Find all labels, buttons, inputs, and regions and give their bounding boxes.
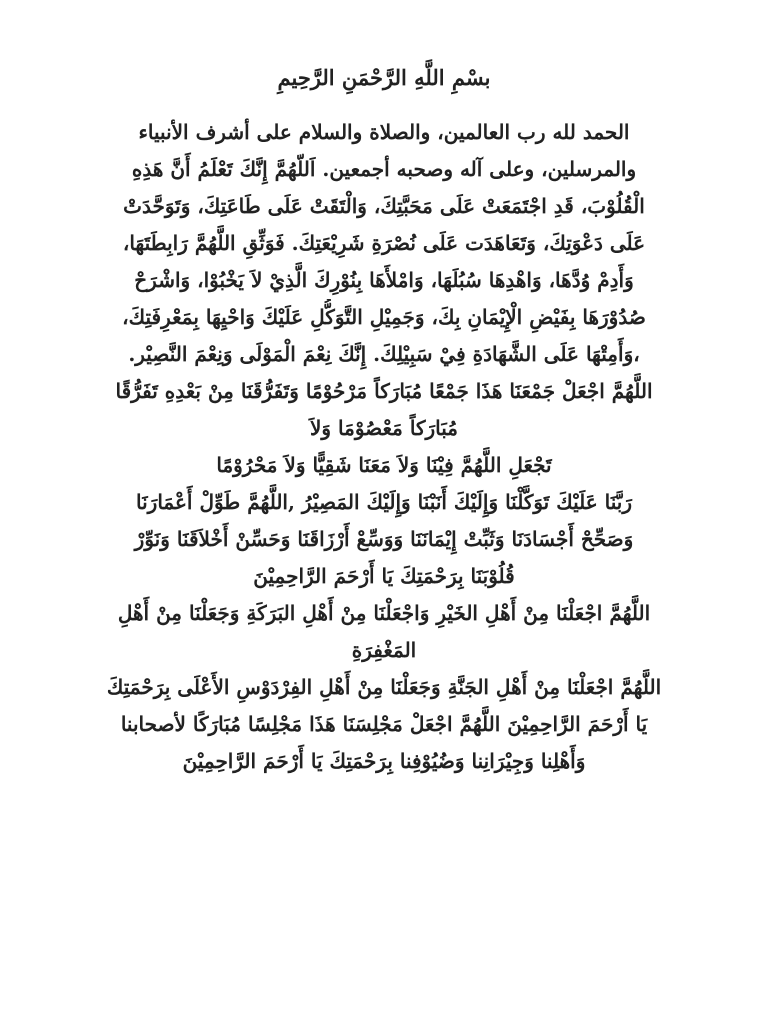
text-line-8: اللَّهُمَّ اجْعَلْ جَمْعَنَا هَذَا جَمْعًا مُبَارَكاً مَرْحُوْمًا وَتَفَرُّقَنَا مِنْ بَعْدِهِ تَفَرُّقًا	[115, 379, 653, 403]
text-line-13: قُلُوْبَنَا بِرَحْمَتِكَ يَا أَرْحَمَ الرَّاحِمِيْنَ	[253, 564, 515, 588]
text-line-9: مُبَارَكاً مَعْصُوْمَا وَلاَ	[310, 416, 458, 440]
text-line-1: الحمد لله رب العالمين، والصلاة والسلام على أشرف الأنبياء	[138, 120, 630, 144]
text-line-2: والمرسلين، وعلى آله وصحبه أجمعين. اَللّهُمَّ إِنَّكَ تَعْلَمُ أَنَّ هَذِهِ	[131, 157, 637, 181]
text-line-4: عَلَى دَعْوَتِكَ، وَتَعَاهَدَت عَلَى نُصْرَةِ شَرِيْعَتِكَ. فَوَثِّقِ اللَّهُمَّ رَابِطَتَهَا،	[122, 231, 646, 255]
text-line-16: اللَّهُمَّ اجْعَلْنَا مِنْ أَهْلِ الجَنَّةِ وَجَعَلْنَا مِنْ أَهْلِ الفِرْدَوْسِ الأَعْلَى بِرَحْمَتِكَ	[106, 675, 662, 699]
text-line-15: المَغْفِرَةِ	[351, 638, 417, 662]
text-line-12: وَصَحِّحْ أَجْسَادَنَا وَثَبِّتْ إِيْمَانَنَا وَوَسِّعْ أَرْزَاقَنَا وَحَسِّنْ أَخْلاَقَنَا وَنَوِّرْ	[134, 527, 634, 551]
text-line-18: وَأَهْلِنا وَجِيْرَانِنا وَضُيُوْفِنا بِرَحْمَتِكَ يَا أَرْحَمَ الرَّاحِمِيْنَ	[182, 749, 586, 773]
prayer-text	[54, 114, 714, 780]
basmala-title: بسْمِ اللَّهِ الرَّحْمَنِ الرَّحِيمِ	[277, 65, 491, 90]
text-line-5: وَأَدِمْ وُدَّهَا، وَاهْدِهَا سُبُلَهَا، وَامْلأَهَا بِنُوْرِكَ الَّذِيْ لاَ يَخْبُوْا، وَاشْرَحْ	[134, 268, 634, 292]
text-line-11: رَبَّنَا عَلَيْكَ تَوَكَّلْنَا وَإِلَيْكَ أَنَبْنَا وَإِلَيْكَ المَصِيْرُ ,اللَّهُمَّ طَوِّلْ أَعْمَارَنَا	[136, 490, 632, 514]
text-line-7: ،وَأَمِتْهَا عَلَى الشَّهَادَةِ فِيْ سَبِيْلِكَ. إِنَّكَ نِعْمَ الْمَوْلَى وَنِعْمَ النَّصِيْر.	[128, 342, 640, 366]
text-line-3: الْقُلُوْبَ، قَدِ اجْتَمَعَتْ عَلَى مَحَبَّتِكَ، وَالْتَقَتْ عَلَى طَاعَتِكَ، وَتَوَحَّدَتْ	[123, 194, 645, 218]
text-line-17: يَا أَرْحَمَ الرَّاحِمِيْنَ اللَّهُمَّ اجْعَلْ مَجْلِسَنَا هَذَا مَجْلِسًا مُبَارَكًا لأصحابنا	[120, 712, 648, 736]
text-line-6: صُدُوْرَهَا بِفَيْضِ الْإِيْمَانِ بِكَ، وَجَمِيْلِ التَّوَكُّلِ عَلَيْكَ وَاحْيِهَا بِمَعْرِفَتِكَ،	[122, 305, 646, 329]
text-line-14: اللَّهُمَّ اجْعَلْنَا مِنْ أَهْلِ الخَيْرِ وَاجْعَلْنَا مِنْ أَهْلِ البَرَكَةِ وَجَعَلْنَا مِنْ أَهْلِ	[117, 601, 651, 625]
text-line-10: تَجْعَلِ اللَّهُمَّ فِيْنَا وَلاَ مَعَنَا شَقِيًّا وَلاَ مَحْرُوْمًا	[216, 453, 552, 477]
